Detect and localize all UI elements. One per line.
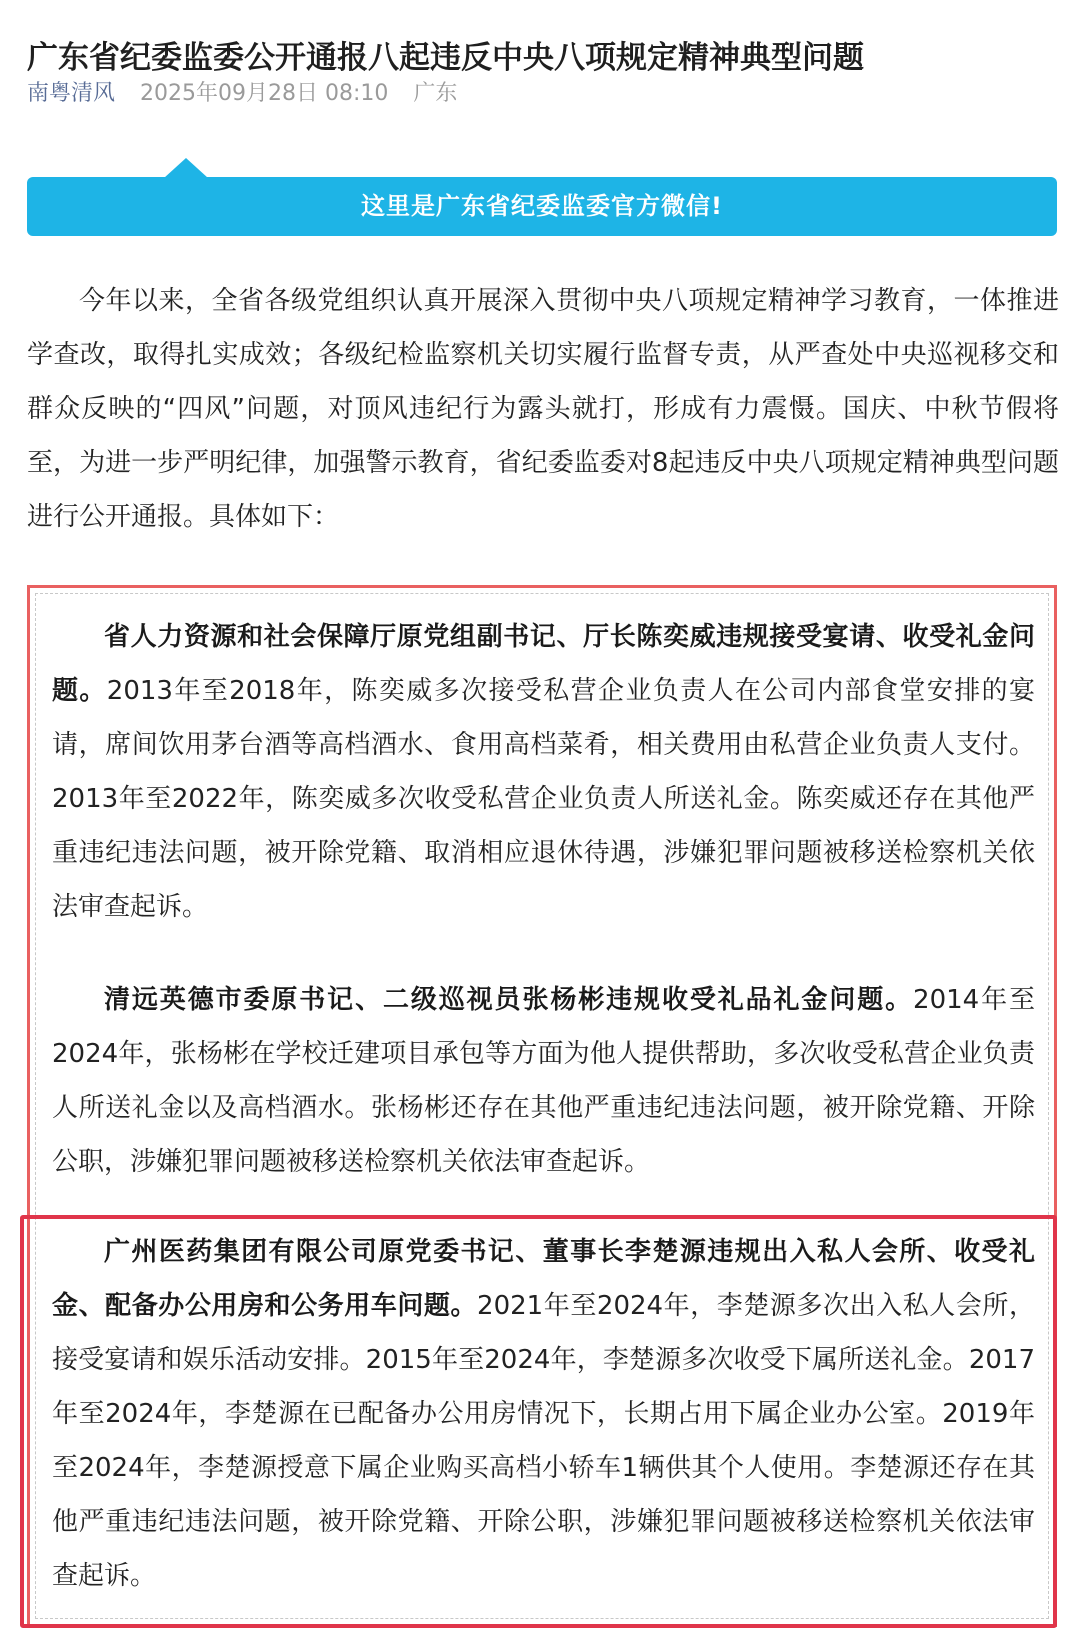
publish-date: 2025年09月28日 08:10 [140, 81, 389, 106]
banner-pointer-icon [164, 158, 208, 178]
account-name-link[interactable]: 南粤清风 [27, 81, 116, 106]
case-3-highlight-box [20, 1215, 1057, 1628]
official-banner [27, 158, 1057, 236]
case-body-2: 2014年至2024年，张杨彬在学校迁建项目承包等方面为他人提供帮助，多次收受私营企业负责人所送礼金以及高档酒水。张杨彬还存在其他严重违纪违法问题，被开除党籍、开除公职，涉嫌犯罪问题被移送检察机关依法审查起诉。 [52, 985, 1035, 1177]
case-heading-2: 清远英德市委原书记、二级巡视员张杨彬违规收受礼品礼金问题。 [104, 985, 914, 1015]
publish-location: 广东 [413, 81, 458, 106]
case-heading-1: 省人力资源和社会保障厅原党组副书记、厅长陈奕威违规接受宴请、收受礼金问题。 [52, 622, 1035, 706]
intro-paragraph: 今年以来，全省各级党组织认真开展深入贯彻中央八项规定精神学习教育，一体推进学查改，取得扎实成效；各级纪检监察机关切实履行监督专责，从严查处中央巡视移交和群众反映的“四风”问题，对顶风违纪行为露头就打，形成有力震慑。国庆、中秋节假将至，为进一步严明纪律，加强警示教育，省纪委监委对8起违反中央八项规定精神典型问题进行公开通报。具体如下： [27, 286, 1059, 532]
case-paragraph-1 [52, 610, 1035, 934]
case-heading-3: 广州医药集团有限公司原党委书记、董事长李楚源违规出入私人会所、收受礼金、配备办公用房和公务用车问题。 [52, 1237, 1035, 1321]
article-title: 广东省纪委监委公开通报八起违反中央八项规定精神典型问题 [27, 39, 864, 76]
article-meta [27, 76, 457, 112]
banner-text: 这里是广东省纪委监委官方微信! [27, 177, 1057, 236]
case-body-3: 2021年至2024年，李楚源多次出入私人会所，接受宴请和娱乐活动安排。2015年至2024年，李楚源多次收受下属所送礼金。2017年至2024年，李楚源在已配备办公用房情况下，长期占用下属企业办公室。2019年至2024年，李楚源授意下属企业购买高档小轿车1辆供其个人使用。李楚源还存在其他严重违纪违法问题，被开除党籍、开除公职，涉嫌犯罪问题被移送检察机关依法审查起诉。 [52, 1291, 1035, 1591]
case-body-1: 2013年至2018年，陈奕威多次接受私营企业负责人在公司内部食堂安排的宴请，席间饮用茅台酒等高档酒水、食用高档菜肴，相关费用由私营企业负责人支付。2013年至2022年，陈奕威多次收受私营企业负责人所送礼金。陈奕威还存在其他严重违纪违法问题，被开除党籍、取消相应退休待遇，涉嫌犯罪问题被移送检察机关依法审查起诉。 [52, 676, 1035, 922]
case-paragraph-2 [52, 973, 1035, 1189]
